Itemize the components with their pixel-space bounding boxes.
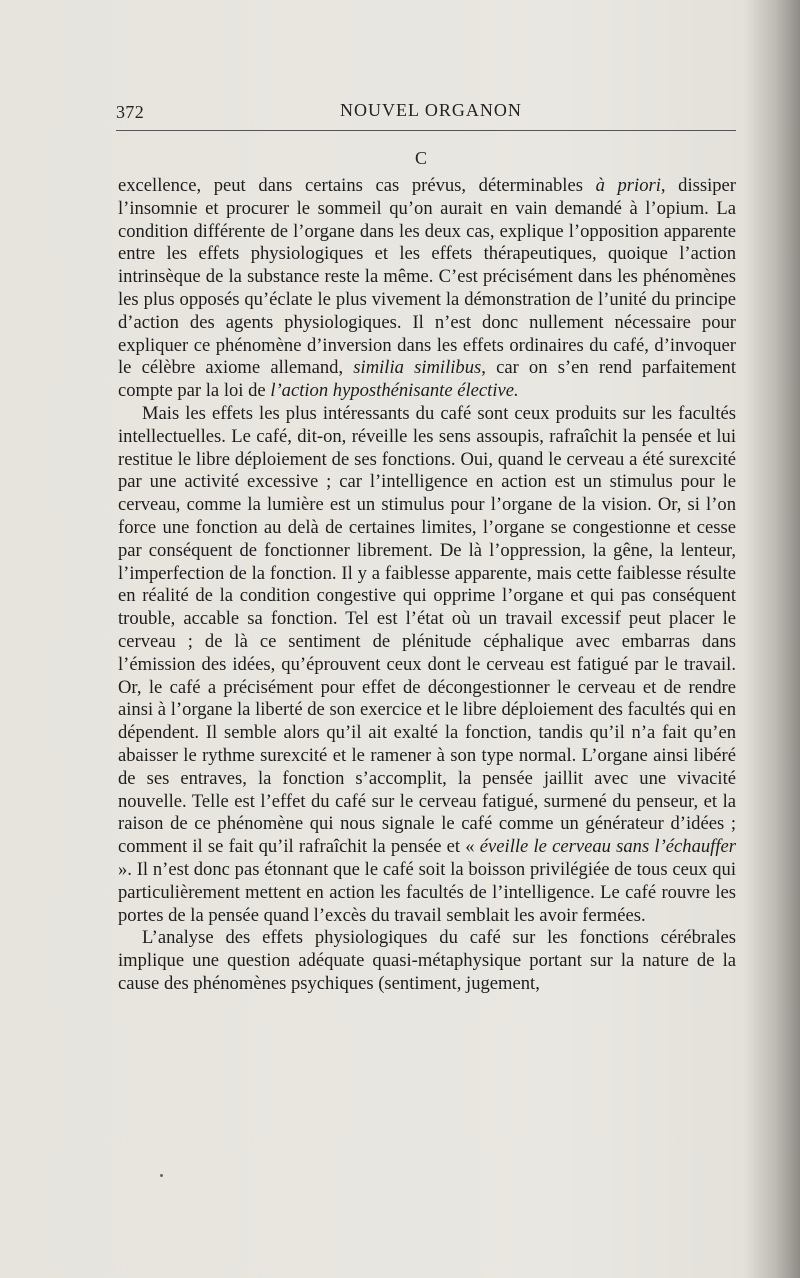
body-text: [118, 175, 736, 996]
page-header: [116, 100, 736, 122]
paragraph-1: [118, 175, 736, 403]
text-run: , dissiper l’insomnie et procurer le sommeil qu’on aurait en vain demandé à l’opium. La condition différente de l’organe dans les deux cas, explique l’opposition apparente entre les effets physiologiques et les effets thérapeutiques, quoique l’action intrinsèque de la substance reste la même. C’est précisément dans les phénomènes les plus opposés qu’éclate le plus vivement la démonstration de l’unité du principe d’action des agents physiologiques. Il n’est donc nullement nécessaire pour expliquer ce phénomène d’inversion dans les effets ordinaires du café, d’invoquer le célèbre axiome allemand,: [118, 175, 736, 379]
italic-text: éveille le cerveau sans l’échauffer: [479, 836, 736, 858]
italic-text: l’action hyposthénisante élective.: [270, 380, 519, 402]
text-run: excellence, peut dans certains cas prévus, déterminables: [118, 175, 596, 196]
header-rule: [116, 130, 736, 131]
section-letter: C: [415, 148, 428, 168]
italic-text: similia similibus: [353, 357, 482, 379]
page-number: 372: [116, 102, 145, 122]
paragraph-3: [118, 927, 736, 995]
paper-spot: [160, 1174, 163, 1177]
paragraph-2: [118, 403, 736, 927]
text-run: L’analyse des effets physiologiques du café sur les fonctions cérébrales implique une question adéquate quasi-métaphysique portant sur la nature de la cause des phénomènes psychiques (sentiment, jugement,: [118, 927, 736, 994]
italic-text: à priori: [595, 175, 661, 196]
text-run: ». Il n’est donc pas étonnant que le café soit la boisson privilégiée de tous ceux qui particulièrement mettent en action les facultés de l’intelligence. Le café rouvre les portes de la pensée quand l’excès du travail semblait les avoir fermées.: [118, 858, 736, 926]
text-run: Mais les effets les plus intéressants du café sont ceux produits sur les facultés intellectuelles. Le café, dit-on, réveille les sens assoupis, rafraîchit la pensée et lui restitue le libre déploiement de ses fonctions. Oui, quand le cerveau a été surexcité par une activité excessive ; car l’intelligence en action est un stimulus pour le cerveau, comme la lumière est un stimulus pour l’organe de la vision. Or, si l’on force une fonction au delà de certaines limites, l’organe se congestionne et cesse par conséquent de fonctionner librement. De là l’oppression, la gêne, la lenteur, l’imperfection de la fonction. Il y a faiblesse apparente, mais cette faiblesse résulte en réalité de la condition congestive qui opprime l’organe et qui pas conséquent trouble, accable sa fonction. Tel est l’état où un travail excessif peut placer le cerveau ; de là ce sentiment de plénitude céphalique avec embarras dans l’émission des idées, qu’éprouvent ceux dont le cerveau est fatigué par le travail. Or, le café a précisément pour effet de décongestionner le cerveau et de rendre ainsi à l’organe la liberté de son exercice et le libre déploiement des facultés qui en dépendent. Il semble alors qu’il ait exalté la fonction, tandis qu’il n’a fait qu’en abaisser le rythme surexcité et le ramener à son type normal. L’organe ainsi libéré de ses entraves, la fonction s’accomplit, la pensée jaillit avec une vivacité nouvelle. Telle est l’effet du café sur le cerveau fatigué, surmené du penseur, et la raison de ce phénomène qui nous signale le café comme un générateur d’idées ; comment il se fait qu’il rafraîchit la pensée et «: [118, 402, 736, 858]
text-run: , car on s’en rend parfaitement compte par la loi de: [118, 357, 736, 402]
running-head: NOUVEL ORGANON: [340, 100, 522, 120]
